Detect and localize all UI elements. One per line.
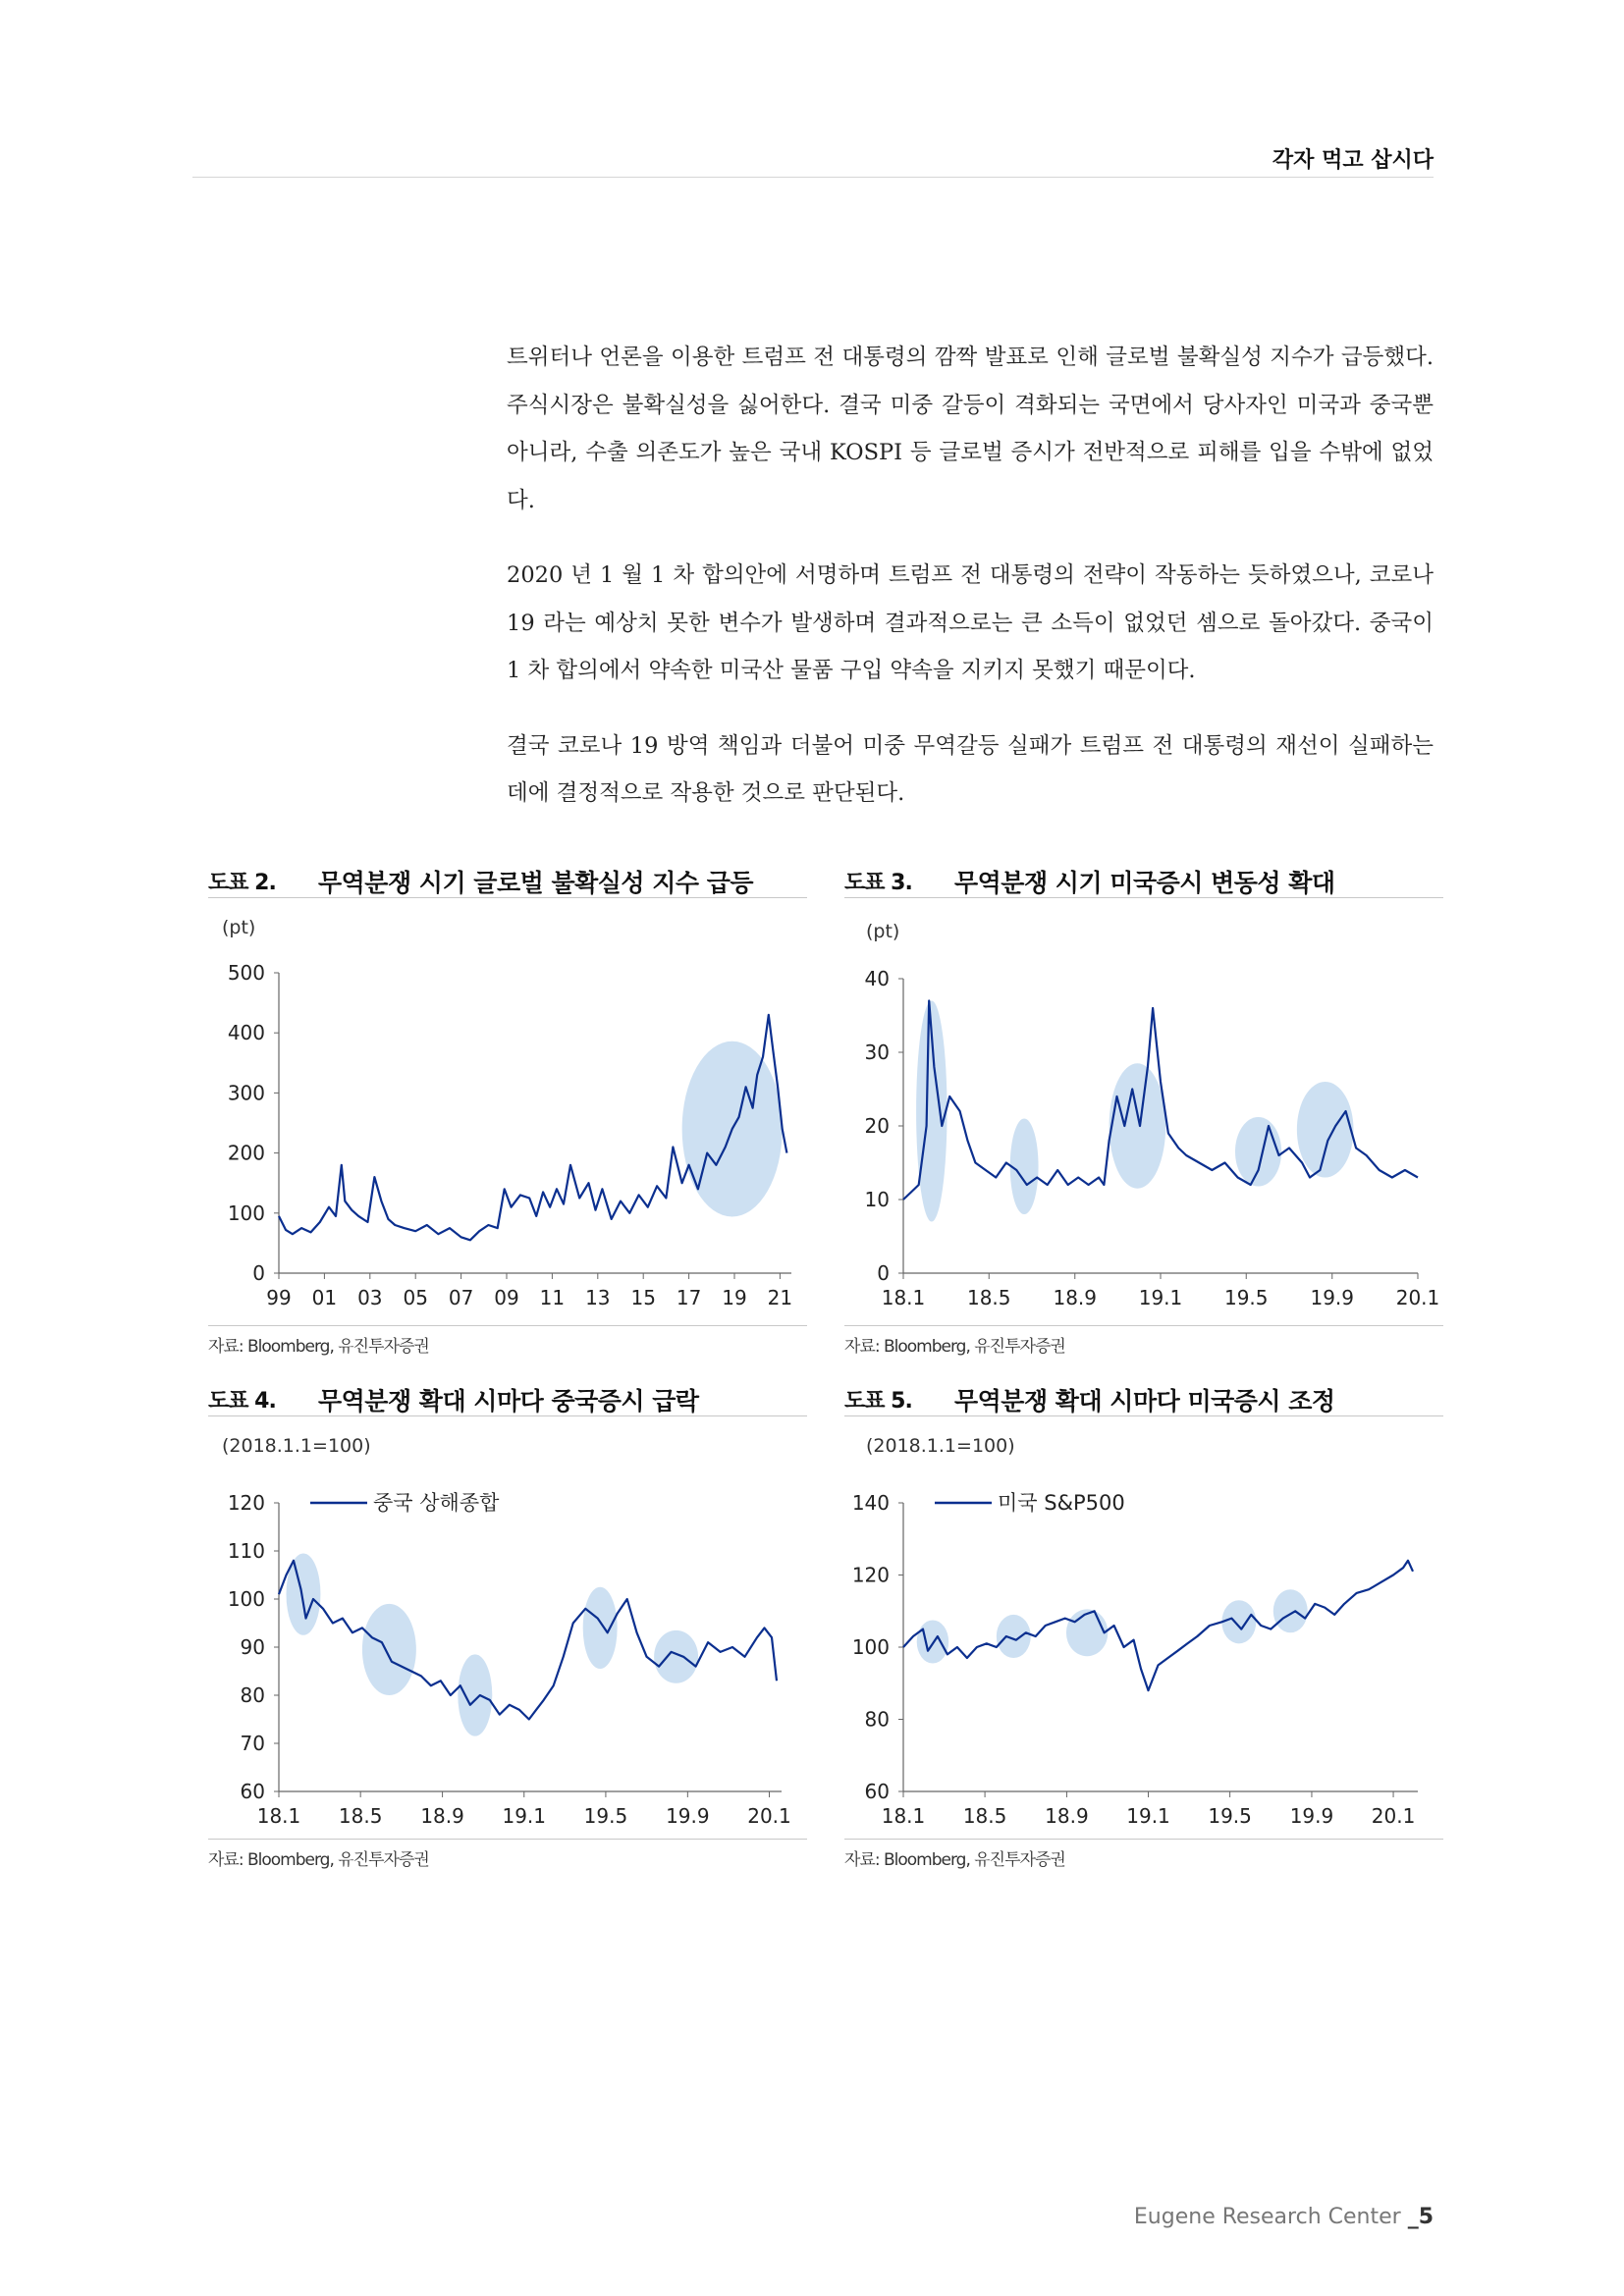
y-tick-label: 140 (851, 1491, 890, 1515)
chart-plot (208, 1416, 807, 1839)
chart-header (844, 864, 1443, 898)
x-tick-label: 18.5 (962, 1804, 1007, 1828)
legend-label: 미국 S&P500 (998, 1491, 1125, 1515)
x-tick-label: 19.5 (1223, 1286, 1269, 1309)
highlight-ellipse (1221, 1600, 1256, 1643)
chart-plot (844, 1416, 1443, 1839)
figure-title: 무역분쟁 시기 미국증시 변동성 확대 (954, 869, 1335, 897)
x-tick-label: 19.5 (1208, 1804, 1252, 1828)
y-tick-label: 90 (240, 1635, 265, 1659)
x-tick-label: 19.9 (1310, 1286, 1355, 1309)
x-tick-label: 17 (676, 1286, 702, 1309)
x-tick-label: 21 (767, 1286, 793, 1309)
x-tick-label: 01 (311, 1286, 338, 1309)
chart-source: 자료: Bloomberg, 유진투자증권 (844, 1839, 1443, 1870)
y-tick-label: 0 (877, 1261, 890, 1285)
x-tick-label: 18.5 (966, 1286, 1011, 1309)
header-title: 각자 먹고 삽시다 (1272, 148, 1434, 173)
body-text (507, 334, 1434, 845)
header-rule (192, 177, 1434, 178)
footer (1134, 2205, 1434, 2229)
y-tick-label: 200 (227, 1141, 265, 1165)
highlight-ellipse (362, 1604, 416, 1695)
y-tick-label: 400 (227, 1021, 265, 1045)
highlight-ellipse (1010, 1119, 1039, 1215)
chart-plot (844, 898, 1443, 1325)
highlight-ellipse (1273, 1589, 1308, 1632)
x-tick-label: 19.1 (502, 1804, 547, 1828)
y-tick-label: 300 (227, 1081, 265, 1105)
figure-number: 도표 3. (844, 871, 912, 895)
footer-center: Eugene Research Center (1133, 2205, 1401, 2229)
x-tick-label: 15 (630, 1286, 656, 1309)
chart-source: 자료: Bloomberg, 유진투자증권 (208, 1325, 807, 1357)
x-tick-label: 19.1 (1138, 1286, 1183, 1309)
x-tick-label: 19.9 (1289, 1804, 1334, 1828)
chart-figure-3 (844, 864, 1443, 1357)
y-tick-label: 100 (851, 1635, 890, 1659)
highlight-ellipse (1297, 1082, 1354, 1178)
y-tick-label: 60 (240, 1780, 265, 1803)
chart-figure-2 (208, 864, 807, 1357)
chart-header (208, 864, 807, 898)
x-tick-label: 19 (722, 1286, 747, 1309)
y-tick-label: 120 (851, 1563, 890, 1587)
series-line (903, 1561, 1413, 1690)
chart-figure-4 (208, 1382, 807, 1870)
x-tick-label: 05 (403, 1286, 428, 1309)
y-tick-label: 40 (864, 967, 890, 990)
paragraph: 트위터나 언론을 이용한 트럼프 전 대통령의 깜짝 발표로 인해 글로벌 불확실성 지수가 급등했다. 주식시장은 불확실성을 싫어한다. 결국 미중 갈등이 격화되는 국면에서 당사자인 미국과 중국뿐 아니라, 수출 의존도가 높은 국내 KOSPI 등 글로벌 증시가 전반적으로 피해를 입을 수밖에 없었다. (507, 345, 1434, 513)
x-tick-label: 09 (494, 1286, 519, 1309)
x-tick-label: 19.5 (583, 1804, 628, 1828)
x-tick-label: 11 (539, 1286, 566, 1309)
x-tick-label: 99 (266, 1286, 292, 1309)
highlight-ellipse (1110, 1063, 1166, 1189)
x-tick-label: 18.5 (338, 1804, 383, 1828)
highlight-ellipse (654, 1630, 698, 1683)
chart-unit-label: (pt) (866, 921, 900, 942)
chart-source: 자료: Bloomberg, 유진투자증권 (844, 1325, 1443, 1357)
paragraph: 결국 코로나 19 방역 책임과 더불어 미중 무역갈등 실패가 트럼프 전 대통령의 재선이 실패하는 데에 결정적으로 작용한 것으로 판단된다. (507, 732, 1434, 806)
x-tick-label: 18.9 (1045, 1804, 1089, 1828)
highlight-ellipse (583, 1587, 618, 1669)
figure-title: 무역분쟁 시기 글로벌 불확실성 지수 급등 (318, 869, 754, 897)
figure-number: 도표 2. (208, 871, 276, 895)
x-tick-label: 07 (448, 1286, 474, 1309)
highlight-ellipse (458, 1654, 492, 1735)
y-tick-label: 60 (864, 1780, 890, 1803)
figure-number: 도표 4. (208, 1389, 276, 1414)
y-tick-label: 70 (240, 1732, 265, 1755)
y-tick-label: 0 (252, 1261, 265, 1285)
y-tick-label: 100 (227, 1201, 265, 1225)
x-tick-label: 20.1 (747, 1804, 791, 1828)
x-tick-label: 13 (585, 1286, 611, 1309)
chart-unit-label: (2018.1.1=100) (222, 1435, 371, 1457)
x-tick-label: 19.1 (1126, 1804, 1170, 1828)
highlight-ellipse (1066, 1609, 1108, 1656)
figure-number: 도표 5. (844, 1389, 912, 1414)
highlight-ellipse (997, 1615, 1031, 1658)
y-tick-label: 30 (864, 1041, 890, 1064)
figure-title: 무역분쟁 확대 시마다 미국증시 조정 (954, 1387, 1335, 1415)
x-tick-label: 18.1 (256, 1804, 301, 1828)
x-tick-label: 20.1 (1371, 1804, 1416, 1828)
y-tick-label: 80 (864, 1707, 890, 1732)
y-tick-label: 100 (227, 1587, 265, 1611)
x-tick-label: 18.9 (420, 1804, 464, 1828)
y-tick-label: 10 (864, 1188, 890, 1211)
y-tick-label: 80 (240, 1683, 265, 1707)
x-tick-label: 03 (357, 1286, 383, 1309)
x-tick-label: 20.1 (1395, 1286, 1440, 1309)
legend-label: 중국 상해종합 (373, 1491, 500, 1515)
figure-title: 무역분쟁 확대 시마다 중국증시 급락 (318, 1387, 699, 1415)
chart-figure-5 (844, 1382, 1443, 1870)
y-tick-label: 120 (227, 1491, 265, 1515)
y-tick-label: 110 (227, 1539, 265, 1563)
x-tick-label: 18.1 (881, 1804, 926, 1828)
page-number: _5 (1407, 2205, 1434, 2229)
x-tick-label: 18.1 (881, 1286, 926, 1309)
series-line (279, 1561, 777, 1720)
chart-header (208, 1382, 807, 1416)
chart-source: 자료: Bloomberg, 유진투자증권 (208, 1839, 807, 1870)
highlight-ellipse (1235, 1117, 1281, 1187)
x-tick-label: 18.9 (1053, 1286, 1098, 1309)
chart-unit-label: (2018.1.1=100) (866, 1435, 1015, 1457)
paragraph: 2020 년 1 월 1 차 합의안에 서명하며 트럼프 전 대통령의 전략이 작동하는 듯하였으나, 코로나 19 라는 예상치 못한 변수가 발생하며 결과적으로는 큰 소득이 없었던 셈으로 돌아갔다. 중국이 1 차 합의에서 약속한 미국산 물품 구입 약속을 지키지 못했기 때문이다. (507, 562, 1434, 683)
chart-plot (208, 898, 807, 1325)
y-tick-label: 500 (227, 961, 265, 985)
chart-header (844, 1382, 1443, 1416)
x-tick-label: 19.9 (666, 1804, 710, 1828)
y-tick-label: 20 (864, 1114, 890, 1138)
chart-unit-label: (pt) (222, 917, 256, 938)
